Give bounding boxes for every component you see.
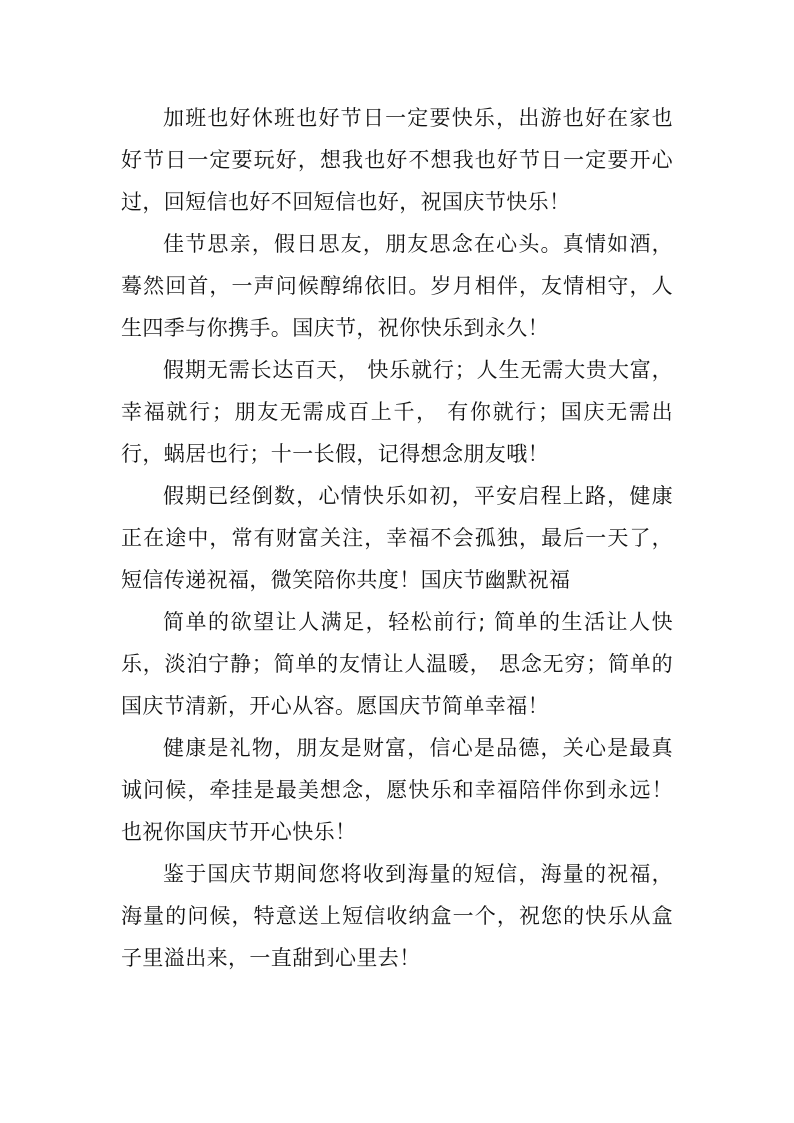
paragraph-1: 加班也好休班也好节日一定要快乐，出游也好在家也好节日一定要玩好，想我也好不想我也好节日一定要开心过，回短信也好不回短信也好，祝国庆节快乐！ xyxy=(121,106,673,214)
paragraph-6: 健康是礼物，朋友是财富，信心是品德，关心是最真诚问候，牵挂是最美想念，愿快乐和幸福陪伴你到永远！也祝你国庆节开心快乐！ xyxy=(121,736,673,844)
document-body xyxy=(121,97,673,979)
paragraph-4: 假期已经倒数，心情快乐如初，平安启程上路，健康正在途中，常有财富关注，幸福不会孤独，最后一天了，短信传递祝福，微笑陪你共度！国庆节幽默祝福 xyxy=(121,484,673,592)
paragraph-5: 简单的欲望让人满足，轻松前行; 简单的生活让人快乐，淡泊宁静；简单的友情让人温暖， 思念无穷；简单的国庆节清新，开心从容。愿国庆节简单幸福！ xyxy=(121,610,673,718)
paragraph-7: 鉴于国庆节期间您将收到海量的短信，海量的祝福，海量的问候，特意送上短信收纳盒一个，祝您的快乐从盒子里溢出来，一直甜到心里去！ xyxy=(121,862,673,970)
paragraph-2: 佳节思亲，假日思友，朋友思念在心头。真情如酒，蓦然回首，一声问候醇绵依旧。岁月相伴，友情相守，人生四季与你携手。国庆节，祝你快乐到永久！ xyxy=(121,232,673,340)
paragraph-3: 假期无需长达百天， 快乐就行；人生无需大贵大富，幸福就行；朋友无需成百上千， 有你就行；国庆无需出行，蜗居也行；十一长假，记得想念朋友哦！ xyxy=(121,358,673,466)
